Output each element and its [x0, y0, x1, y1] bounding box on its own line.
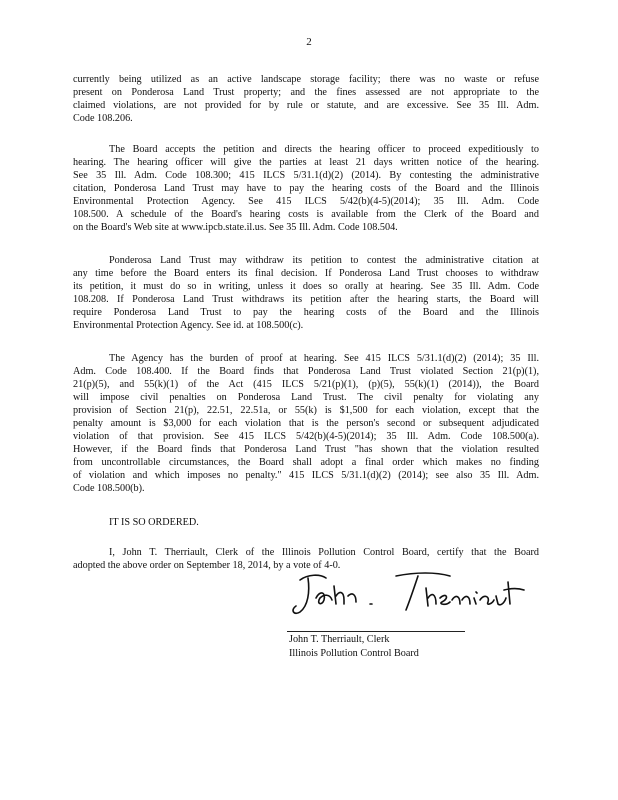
text-line: 108.500. A schedule of the Board's hearing costs is available from the Clerk of the Board and: [73, 209, 539, 220]
order-statement: IT IS SO ORDERED.: [109, 517, 199, 528]
text-line: The Agency has the burden of proof at hearing. See 415 ILCS 5/31.1(d)(2) (2014); 35 Ill.: [109, 353, 539, 364]
text-line: Environmental Protection Agency. See id. at 108.500(c).: [73, 320, 304, 331]
text-line: currently being utilized as an active landscape storage facility; there was no waste or refuse: [73, 74, 539, 85]
text-line: However, if the Board finds that Ponderosa Land Trust "has shown that the violation resulted: [73, 444, 539, 455]
text-line: See 35 Ill. Adm. Code 108.300; 415 ILCS 5/31.1(d)(2) (2014). By contesting the administrative: [73, 170, 539, 181]
text-line: its petition, it must do so in writing, unless it does so orally at hearing. See 35 Ill. Adm. Code: [73, 281, 539, 292]
text-line: 21(p)(5), and 55(k)(1) of the Act (415 ILCS 5/21(p)(1), (p)(5), 55(k)(1) (2014)), the Board: [73, 379, 539, 390]
text-line: violation of that provision. See 415 ILCS 5/42(b)(4-5)(2014); 35 Ill. Adm. Code 108.500(a).: [73, 431, 539, 442]
text-line: citation, Ponderosa Land Trust may have to pay the hearing costs of the Board and the Illinois: [73, 183, 539, 194]
text-line: of violation and which imposes no penalty." 415 ILCS 5/31.1(d)(2) (2014); see also 35 Ill. Adm.: [73, 470, 539, 481]
text-line: 108.208. If Ponderosa Land Trust withdraws its petition after the hearing starts, the Board will: [73, 294, 539, 305]
text-line: claimed violations, are not provided for by rule or statute, and are excessive. See 35 Ill. Adm.: [73, 100, 539, 111]
handwritten-signature: [286, 568, 526, 620]
text-line: Environmental Protection Agency. See 415 ILCS 5/42(b)(4-5)(2014); 35 Ill. Adm. Code: [73, 196, 539, 207]
text-line: Ponderosa Land Trust may withdraw its petition to contest the administrative citation at: [109, 255, 539, 266]
text-line: require Ponderosa Land Trust to pay the hearing costs of the Board and the Illinois: [73, 307, 539, 318]
text-line: present on Ponderosa Land Trust property; and the fines assessed are not appropriate to the: [73, 87, 539, 98]
text-line: Code 108.500(b).: [73, 483, 145, 494]
text-line: any time before the Board enters its final decision. If Ponderosa Land Trust chooses to withdraw: [73, 268, 539, 279]
text-line: penalty amount is $3,000 for each violation that is the person's second or subsequent adjudicated: [73, 418, 539, 429]
clerk-name: John T. Therriault, Clerk: [289, 634, 390, 645]
text-line: from uncontrollable circumstances, the Board shall adopt a final order which makes no finding: [73, 457, 539, 468]
text-line: on the Board's Web site at www.ipcb.state.il.us. See 35 Ill. Adm. Code 108.504.: [73, 222, 398, 233]
text-line: Adm. Code 108.400. If the Board finds that Ponderosa Land Trust violated Section 21(p)(1),: [73, 366, 539, 377]
text-line: will impose civil penalties on Ponderosa Land Trust. The civil penalty for violating any: [73, 392, 539, 403]
certification-line: adopted the above order on September 18, 2014, by a vote of 4-0.: [73, 560, 341, 571]
text-line: Code 108.206.: [73, 113, 133, 124]
text-line: The Board accepts the petition and directs the hearing officer to proceed expeditiously to: [109, 144, 539, 155]
certification-line: I, John T. Therriault, Clerk of the Illinois Pollution Control Board, certify that the Board: [109, 547, 539, 558]
signature-rule: [287, 631, 465, 632]
text-line: provision of Section 21(p), 22.51, 22.51a, or 55(k) is $1,500 for each violation, except that the: [73, 405, 539, 416]
board-name: Illinois Pollution Control Board: [289, 648, 419, 659]
text-line: hearing. The hearing officer will give the parties at least 21 days written notice of the hearing.: [73, 157, 539, 168]
page-number: 2: [306, 36, 312, 48]
